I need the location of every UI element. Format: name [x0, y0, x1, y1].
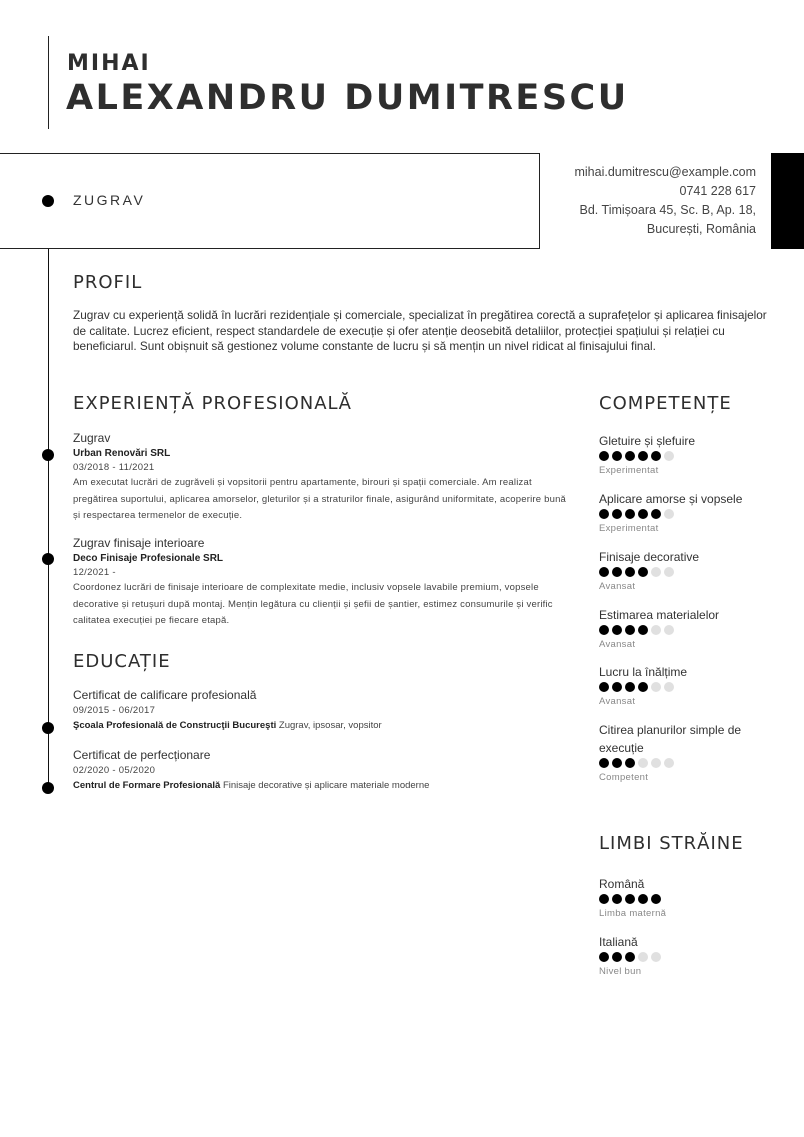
rating-dot-empty-icon	[638, 952, 648, 962]
profile-heading: PROFIL	[73, 272, 143, 293]
skill-name: Estimarea materialelor	[599, 608, 720, 622]
skill-name: Gletuire și șlefuire	[599, 434, 696, 448]
experience-item	[73, 430, 568, 525]
rating-dot-filled-icon	[625, 894, 635, 904]
rating-dot-filled-icon	[612, 625, 622, 635]
rating-dot-empty-icon	[664, 567, 674, 577]
rating-dot-filled-icon	[625, 682, 635, 692]
rating-dot-empty-icon	[664, 682, 674, 692]
skill-item	[599, 432, 789, 478]
language-rating	[599, 951, 789, 963]
rating-dot-filled-icon	[599, 894, 609, 904]
name-accent-bar	[48, 36, 49, 129]
rating-dot-filled-icon	[612, 682, 622, 692]
rating-dot-filled-icon	[651, 509, 661, 519]
rating-dot-filled-icon	[638, 682, 648, 692]
rating-dot-filled-icon	[612, 451, 622, 461]
rating-dot-filled-icon	[638, 625, 648, 635]
last-name: ALEXANDRU DUMITRESCU	[66, 78, 629, 118]
contact-block	[574, 163, 756, 239]
rating-dot-empty-icon	[664, 625, 674, 635]
education-dates: 09/2015 - 06/2017	[73, 705, 156, 716]
timeline-dot-icon	[42, 553, 54, 565]
education-dates: 02/2020 - 05/2020	[73, 765, 156, 776]
first-name: MIHAI	[67, 51, 151, 76]
rating-dot-filled-icon	[612, 567, 622, 577]
contact-address-line1: Bd. Timișoara 45, Sc. B, Ap. 18,	[579, 203, 756, 217]
rating-dot-filled-icon	[651, 451, 661, 461]
timeline-dot-icon	[42, 722, 54, 734]
rating-dot-filled-icon	[612, 758, 622, 768]
contact-phone[interactable]: 0741 228 617	[679, 184, 756, 198]
rating-dot-filled-icon	[638, 567, 648, 577]
language-item	[599, 933, 789, 979]
language-item	[599, 875, 789, 921]
education-degree: Certificat de calificare profesională	[73, 688, 257, 702]
rating-dot-filled-icon	[599, 952, 609, 962]
experience-dates: 03/2018 - 11/2021	[73, 462, 155, 473]
skill-level: Avansat	[599, 696, 636, 707]
education-school-line	[73, 778, 568, 794]
skill-level: Experimentat	[599, 465, 659, 476]
timeline-line	[48, 249, 49, 788]
timeline-dot-icon	[42, 449, 54, 461]
education-school: Şcoala Profesională de Construcţii Bucureşti	[73, 720, 277, 731]
experience-item	[73, 535, 568, 630]
rating-dot-filled-icon	[638, 451, 648, 461]
rating-dot-filled-icon	[625, 625, 635, 635]
rating-dot-empty-icon	[651, 758, 661, 768]
rating-dot-filled-icon	[625, 509, 635, 519]
skill-rating	[599, 681, 789, 693]
skill-level: Competent	[599, 772, 649, 783]
education-item	[73, 747, 568, 794]
languages-heading: LIMBI STRĂINE	[599, 833, 744, 854]
rating-dot-empty-icon	[664, 758, 674, 768]
rating-dot-empty-icon	[651, 567, 661, 577]
skill-level: Experimentat	[599, 523, 659, 534]
rating-dot-filled-icon	[651, 894, 661, 904]
job-title: ZUGRAV	[73, 192, 146, 208]
experience-role: Zugrav	[73, 431, 111, 445]
rating-dot-filled-icon	[638, 894, 648, 904]
skill-item	[599, 721, 769, 785]
skill-item	[599, 490, 789, 536]
contact-email[interactable]: mihai.dumitrescu@example.com	[574, 165, 756, 179]
rating-dot-empty-icon	[638, 758, 648, 768]
education-detail: Zugrav, ipsosar, vopsitor	[278, 720, 382, 731]
language-rating	[599, 893, 789, 905]
rating-dot-filled-icon	[599, 509, 609, 519]
language-level: Nivel bun	[599, 966, 642, 977]
skill-rating	[599, 566, 789, 578]
education-degree: Certificat de perfecționare	[73, 748, 211, 762]
timeline-dot-icon	[42, 782, 54, 794]
decorative-black-block	[771, 153, 804, 249]
experience-description: Am executat lucrări de zugrăveli și vopsitorii pentru apartamente, birouri și spații comerciale. Am realizat pregătirea suportului, aplicarea amorselor, gleturilor și a straturilor finale, asigurând uniformitate, acoperire bună și respectarea termenelor de execuție.	[73, 477, 567, 521]
rating-dot-filled-icon	[625, 451, 635, 461]
rating-dot-filled-icon	[599, 625, 609, 635]
rating-dot-filled-icon	[625, 952, 635, 962]
rating-dot-filled-icon	[599, 758, 609, 768]
rating-dot-empty-icon	[664, 451, 674, 461]
rating-dot-filled-icon	[625, 567, 635, 577]
rating-dot-filled-icon	[625, 758, 635, 768]
skill-item	[599, 663, 789, 709]
language-name: Română	[599, 877, 645, 891]
experience-company: Urban Renovări SRL	[73, 448, 171, 459]
rating-dot-filled-icon	[599, 451, 609, 461]
skills-heading: COMPETENȚE	[599, 393, 732, 414]
education-item	[73, 687, 568, 734]
skill-level: Avansat	[599, 581, 636, 592]
skill-rating	[599, 757, 769, 769]
skill-level: Avansat	[599, 639, 636, 650]
experience-company: Deco Finisaje Profesionale SRL	[73, 553, 224, 564]
contact-address-line2: București, România	[646, 222, 756, 236]
rating-dot-filled-icon	[638, 509, 648, 519]
education-school: Centrul de Formare Profesională	[73, 780, 221, 791]
education-detail: Finisaje decorative și aplicare materiale moderne	[222, 780, 430, 791]
rating-dot-empty-icon	[651, 625, 661, 635]
language-name: Italiană	[599, 935, 638, 949]
education-heading: EDUCAȚIE	[73, 651, 171, 672]
skill-rating	[599, 624, 789, 636]
experience-description: Coordonez lucrări de finisaje interioare de complexitate medie, inclusiv vopsele lavabile premium, vopsele decorative și retușuri după montaj. Mențin legătura cu clienții și șefii de șantier, estimez consumurile și verific calitatea execuției pe fiecare etapă.	[73, 582, 553, 626]
rating-dot-filled-icon	[612, 952, 622, 962]
rating-dot-empty-icon	[664, 509, 674, 519]
skill-name: Finisaje decorative	[599, 550, 700, 564]
skill-item	[599, 606, 789, 652]
skill-item	[599, 548, 789, 594]
skill-rating	[599, 508, 789, 520]
skill-name: Lucru la înălțime	[599, 665, 688, 679]
rating-dot-empty-icon	[651, 952, 661, 962]
skill-name: Aplicare amorse și vopsele	[599, 492, 743, 506]
language-level: Limba maternă	[599, 908, 667, 919]
experience-heading: EXPERIENȚĂ PROFESIONALĂ	[73, 393, 352, 414]
rating-dot-empty-icon	[651, 682, 661, 692]
experience-role: Zugrav finisaje interioare	[73, 536, 205, 550]
rating-dot-filled-icon	[612, 894, 622, 904]
profile-text: Zugrav cu experiență solidă în lucrări rezidențiale și comerciale, specializat în pregătirea corectă a suprafețelor și aplicarea finisajelor de calitate. Lucrez eficient, respect standardele de execuție și ofer atenție deosebită detaliilor, protecției spațiului și relației cu beneficiarul. Sunt obișnuit să gestionez volume constante de lucru și să mențin un nivel ridicat al finisajului final.	[73, 308, 767, 353]
bullet-dot-icon	[42, 195, 54, 207]
rating-dot-filled-icon	[599, 567, 609, 577]
rating-dot-filled-icon	[612, 509, 622, 519]
skill-name: Citirea planurilor simple de execuție	[599, 723, 742, 755]
education-school-line	[73, 718, 568, 734]
experience-dates: 12/2021 -	[73, 567, 116, 578]
rating-dot-filled-icon	[599, 682, 609, 692]
skill-rating	[599, 450, 789, 462]
